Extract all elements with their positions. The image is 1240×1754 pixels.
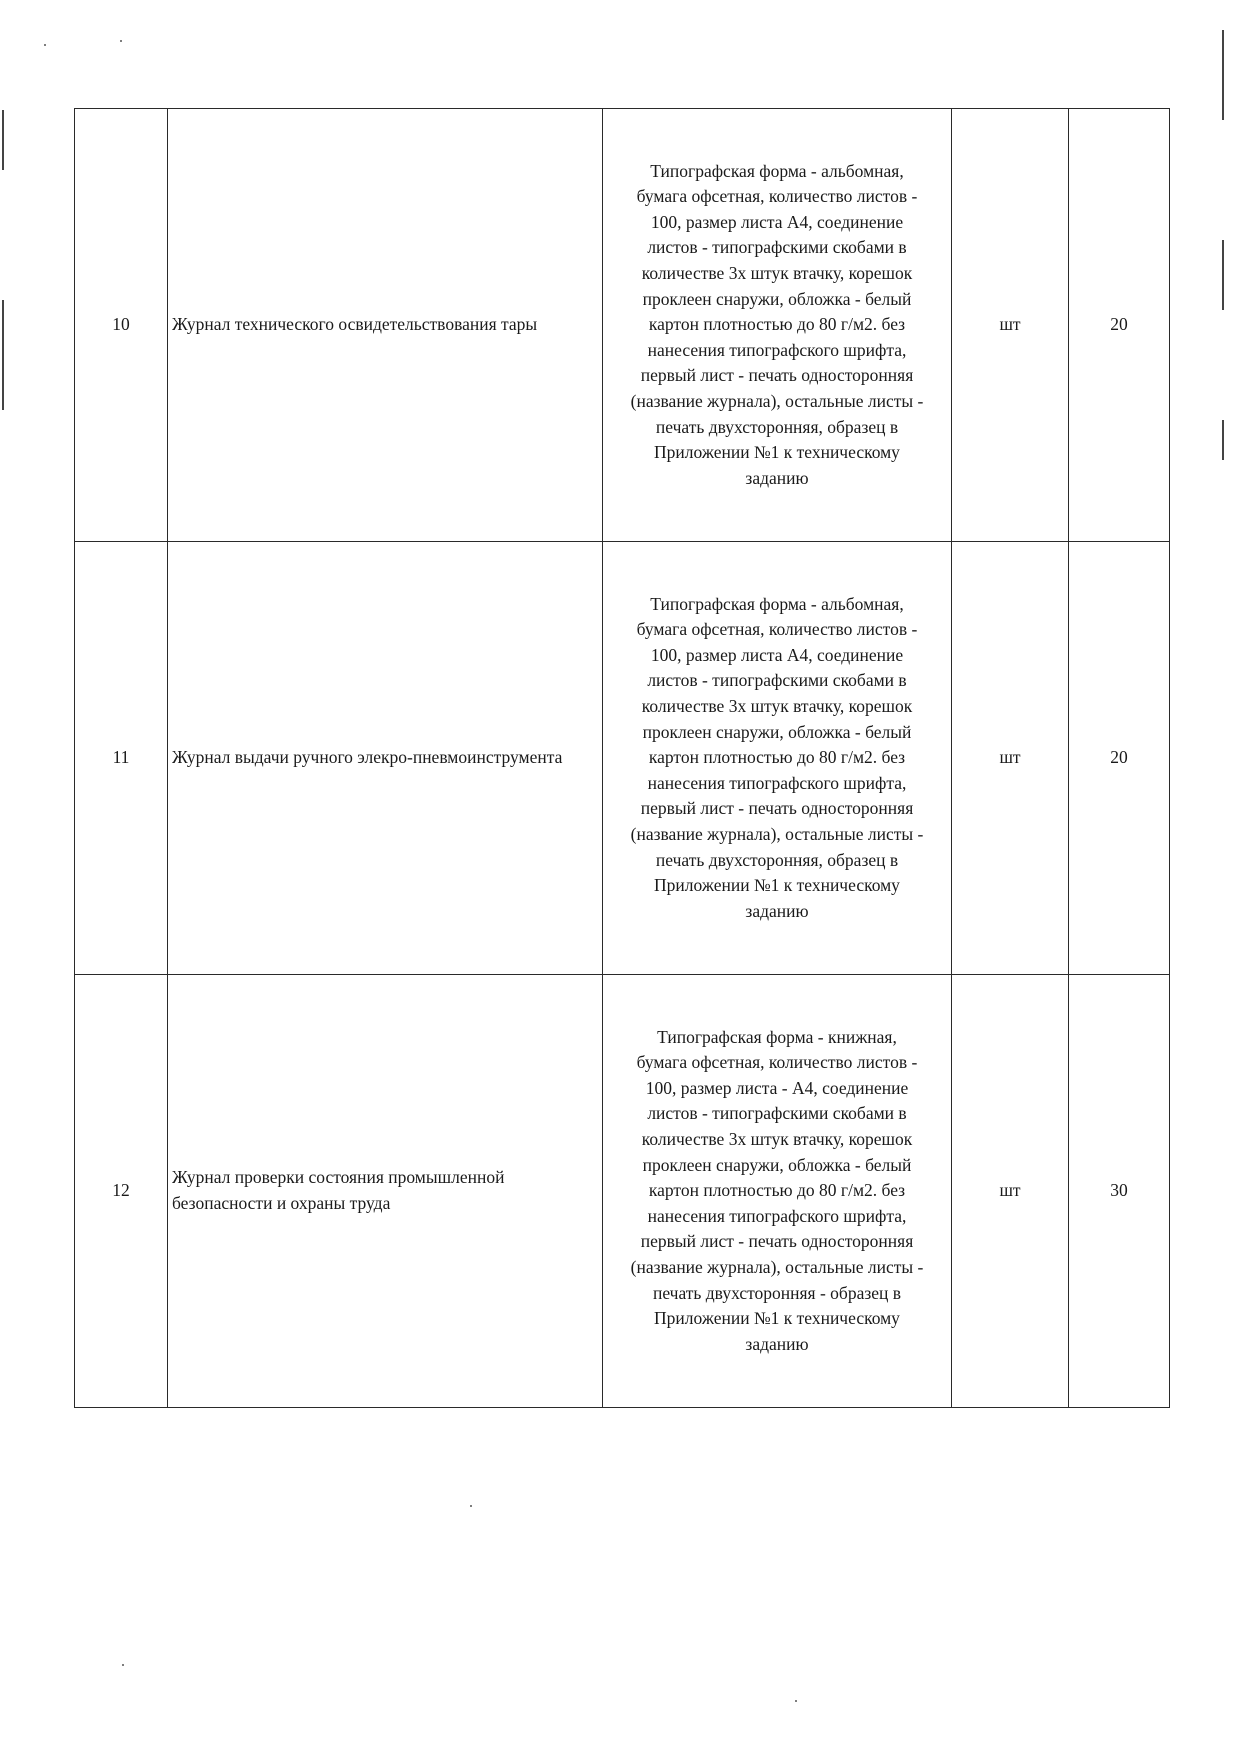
description-line: печать двухсторонняя, образец в (655, 416, 899, 437)
scan-edge-mark (2, 110, 4, 170)
row-number: 12 (75, 975, 168, 1408)
description-line: печать двухсторонняя - образец в (652, 1282, 902, 1303)
quantity: 20 (1069, 109, 1170, 542)
description-line: 100, размер листа А4, соединение (650, 211, 904, 232)
quantity: 30 (1069, 975, 1170, 1408)
scan-edge-mark (1222, 30, 1224, 120)
row-number: 11 (75, 542, 168, 975)
description-line: нанесения типографского шрифта, (647, 772, 907, 793)
description-line: Приложении №1 к техническому (654, 1308, 900, 1329)
description-line: первый лист - печать односторонняя (640, 798, 914, 819)
description-line: Типографская форма - книжная, (657, 1026, 897, 1047)
item-description (603, 542, 952, 975)
item-name: Журнал технического освидетельствования тары (168, 109, 603, 542)
description-line: листов - типографскими скобами в (647, 237, 907, 258)
journals-spec-table (74, 108, 1170, 1408)
description-line: (название журнала), остальные листы - (630, 1256, 924, 1277)
scan-speck (44, 44, 46, 46)
description-line: бумага офсетная, количество листов - (636, 1052, 918, 1073)
row-number: 10 (75, 109, 168, 542)
description-line: заданию (745, 467, 809, 488)
item-description (603, 975, 952, 1408)
scan-edge-mark (1222, 240, 1224, 310)
table-row (75, 542, 1170, 975)
description-line: печать двухсторонняя, образец в (655, 849, 899, 870)
description-line: первый лист - печать односторонняя (640, 365, 914, 386)
description-line: бумага офсетная, количество листов - (636, 619, 918, 640)
description-line: количестве 3х штук втачку, корешок (641, 263, 913, 284)
scan-speck (120, 40, 122, 42)
description-line: Приложении №1 к техническому (654, 875, 900, 896)
description-line: проклеен снаружи, обложка - белый (642, 288, 912, 309)
description-line: заданию (745, 1333, 809, 1354)
description-line: 100, размер листа А4, соединение (650, 644, 904, 665)
item-description (603, 109, 952, 542)
quantity: 20 (1069, 542, 1170, 975)
description-line: (название журнала), остальные листы - (630, 390, 924, 411)
scan-edge-mark (1222, 420, 1224, 460)
scan-speck (122, 1664, 124, 1666)
table-row (75, 109, 1170, 542)
description-line: картон плотностью до 80 г/м2. без (648, 1180, 906, 1201)
description-line: картон плотностью до 80 г/м2. без (648, 747, 906, 768)
scan-edge-mark (2, 300, 4, 410)
scan-speck (470, 1505, 472, 1507)
item-name: Журнал выдачи ручного элекро-пневмоинструмента (168, 542, 603, 975)
description-line: Типографская форма - альбомная, (650, 160, 904, 181)
description-line: (название журнала), остальные листы - (630, 823, 924, 844)
table-row (75, 975, 1170, 1408)
scan-speck (795, 1700, 797, 1702)
unit-of-measure: шт (952, 542, 1069, 975)
description-line: проклеен снаружи, обложка - белый (642, 1154, 912, 1175)
description-line: листов - типографскими скобами в (647, 1103, 907, 1124)
description-line: нанесения типографского шрифта, (647, 339, 907, 360)
description-line: 100, размер листа - А4, соединение (645, 1077, 909, 1098)
description-line: первый лист - печать односторонняя (640, 1231, 914, 1252)
unit-of-measure: шт (952, 109, 1069, 542)
description-line: Типографская форма - альбомная, (650, 593, 904, 614)
description-line: бумага офсетная, количество листов - (636, 186, 918, 207)
description-line: заданию (745, 900, 809, 921)
description-line: картон плотностью до 80 г/м2. без (648, 314, 906, 335)
description-line: листов - типографскими скобами в (647, 670, 907, 691)
description-line: проклеен снаружи, обложка - белый (642, 721, 912, 742)
item-name: Журнал проверки состояния промышленной безопасности и охраны труда (168, 975, 603, 1408)
unit-of-measure: шт (952, 975, 1069, 1408)
description-line: количестве 3х штук втачку, корешок (641, 696, 913, 717)
description-line: количестве 3х штук втачку, корешок (641, 1129, 913, 1150)
description-line: Приложении №1 к техническому (654, 442, 900, 463)
description-line: нанесения типографского шрифта, (647, 1205, 907, 1226)
